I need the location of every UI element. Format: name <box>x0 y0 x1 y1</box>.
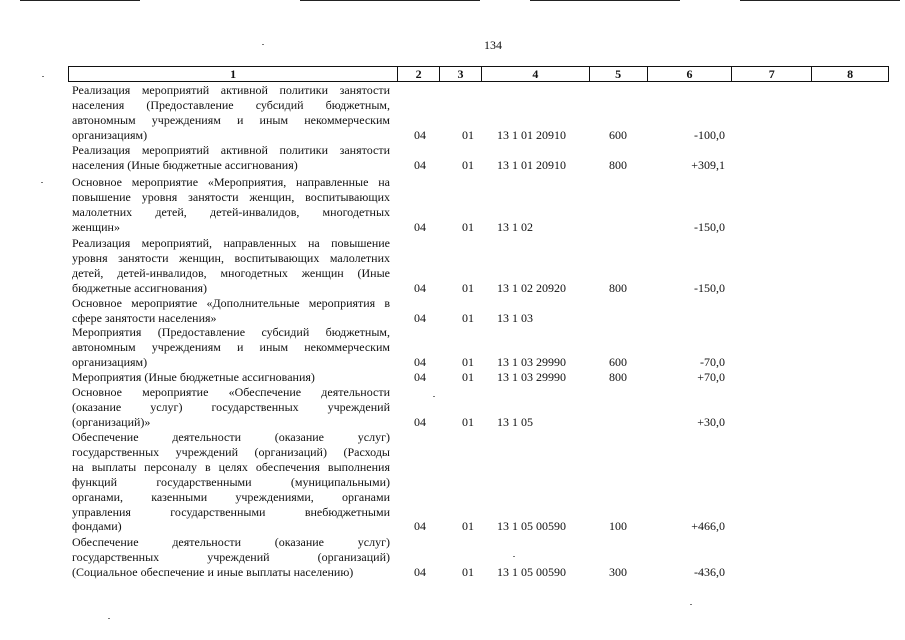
amount-change: +30,0 <box>697 414 725 429</box>
amount-change: -100,0 <box>694 127 725 142</box>
target-article-code: 13 1 05 00590 <box>497 519 566 534</box>
target-article-code: 13 1 01 20910 <box>497 157 566 172</box>
description-line: органами, казенными учреждениями, органами <box>72 489 390 504</box>
description-line: Мероприятия (Иные бюджетные ассигнования) <box>72 370 315 384</box>
scan-speck <box>108 618 110 619</box>
row-description <box>72 236 390 296</box>
row-description <box>72 143 390 173</box>
description-line: Обеспечение деятельности (оказание услуг) <box>72 535 390 549</box>
subsection-code: 01 <box>462 564 474 579</box>
description-line: организациям) <box>72 354 148 369</box>
description-line: Мероприятия (Предоставление субсидий бюджетным, <box>72 325 390 339</box>
scan-edge-line <box>740 0 900 1</box>
section-code: 04 <box>414 414 426 429</box>
page-number: 134 <box>484 38 502 52</box>
scan-speck <box>262 44 264 45</box>
section-code: 04 <box>414 519 426 534</box>
description-line: автономным учреждениям и иным некоммерческим <box>72 339 390 354</box>
subsection-code: 01 <box>462 157 474 172</box>
target-article-code: 13 1 02 20920 <box>497 280 566 295</box>
description-line: населения (Предоставление субсидий бюджетным, <box>72 97 390 112</box>
table-header <box>68 66 889 82</box>
description-line: управления государственными внебюджетными <box>72 504 390 519</box>
target-article-code: 13 1 03 <box>497 310 533 325</box>
description-line: государственных учреждений (организаций) (Расходы <box>72 444 390 459</box>
description-line: бюджетные ассигнования) <box>72 280 208 295</box>
row-description <box>72 385 390 430</box>
section-code: 04 <box>414 127 426 142</box>
subsection-code: 01 <box>462 519 474 534</box>
subsection-code: 01 <box>462 219 474 234</box>
description-line: фондами) <box>72 519 122 534</box>
column-header-1: 1 <box>69 67 398 81</box>
description-line: (организаций)» <box>72 414 151 429</box>
description-line: Основное мероприятие «Мероприятия, направленные на <box>72 175 390 189</box>
description-line: Реализация мероприятий, направленных на повышение <box>72 236 390 250</box>
description-line: населения (Иные бюджетные ассигнования) <box>72 157 298 172</box>
scan-speck <box>690 604 692 605</box>
section-code: 04 <box>414 157 426 172</box>
description-line: сфере занятости населения» <box>72 310 217 325</box>
scan-edge-line <box>20 0 140 1</box>
target-article-code: 13 1 05 00590 <box>497 564 566 579</box>
row-description <box>72 370 390 385</box>
scan-speck <box>41 182 43 183</box>
column-header-4: 4 <box>482 67 590 81</box>
column-header-3: 3 <box>440 67 482 81</box>
description-line: организациям) <box>72 127 148 142</box>
expense-type-code: 800 <box>609 157 627 172</box>
subsection-code: 01 <box>462 370 474 384</box>
scan-speck <box>513 556 515 557</box>
section-code: 04 <box>414 564 426 579</box>
section-code: 04 <box>414 310 426 325</box>
description-line: на выплаты персоналу в целях обеспечения выполнения <box>72 459 390 474</box>
section-code: 04 <box>414 354 426 369</box>
scan-speck <box>42 76 44 77</box>
row-description <box>72 83 390 143</box>
expense-type-code: 600 <box>609 127 627 142</box>
column-header-2: 2 <box>398 67 440 81</box>
amount-change: +309,1 <box>691 157 725 172</box>
expense-type-code: 800 <box>609 370 627 384</box>
amount-change: -70,0 <box>700 354 725 369</box>
row-description <box>72 175 390 235</box>
description-line: Обеспечение деятельности (оказание услуг) <box>72 430 390 444</box>
description-line: повышение уровня занятости женщин, воспитывающих <box>72 189 390 204</box>
description-line: государственных учреждений (организаций) <box>72 549 390 564</box>
description-line: (Социальное обеспечение и иные выплаты населению) <box>72 564 354 579</box>
target-article-code: 13 1 03 29990 <box>497 370 566 384</box>
scan-edge-line <box>530 0 680 1</box>
description-line: (оказание услуг) государственных учреждений <box>72 399 390 414</box>
expense-type-code: 600 <box>609 354 627 369</box>
description-line: функций государственными (муниципальными) <box>72 474 390 489</box>
subsection-code: 01 <box>462 414 474 429</box>
amount-change: -150,0 <box>694 219 725 234</box>
description-line: автономным учреждениям и иным некоммерческим <box>72 112 390 127</box>
amount-change: -150,0 <box>694 280 725 295</box>
scan-speck <box>433 396 435 397</box>
description-line: уровня занятости женщин, воспитывающих малолетних <box>72 250 390 265</box>
section-code: 04 <box>414 219 426 234</box>
row-description <box>72 296 390 326</box>
column-header-5: 5 <box>590 67 648 81</box>
target-article-code: 13 1 05 <box>497 414 533 429</box>
row-description <box>72 535 390 580</box>
description-line: Основное мероприятие «Обеспечение деятельности <box>72 385 390 399</box>
subsection-code: 01 <box>462 310 474 325</box>
column-header-7: 7 <box>732 67 812 81</box>
amount-change: +70,0 <box>697 370 725 384</box>
amount-change: -436,0 <box>694 564 725 579</box>
subsection-code: 01 <box>462 280 474 295</box>
expense-type-code: 300 <box>609 564 627 579</box>
row-description <box>72 430 390 534</box>
description-line: Реализация мероприятий активной политики занятости <box>72 143 390 157</box>
description-line: Основное мероприятие «Дополнительные мероприятия в <box>72 296 390 310</box>
expense-type-code: 100 <box>609 519 627 534</box>
description-line: Реализация мероприятий активной политики занятости <box>72 83 390 97</box>
amount-change: +466,0 <box>691 519 725 534</box>
subsection-code: 01 <box>462 354 474 369</box>
description-line: детей, детей-инвалидов, многодетных женщин (Иные <box>72 265 390 280</box>
target-article-code: 13 1 02 <box>497 219 533 234</box>
description-line: женщин» <box>72 219 120 234</box>
section-code: 04 <box>414 370 426 384</box>
target-article-code: 13 1 01 20910 <box>497 127 566 142</box>
column-header-8: 8 <box>847 67 854 81</box>
description-line: малолетних детей, детей-инвалидов, многодетных <box>72 204 390 219</box>
target-article-code: 13 1 03 29990 <box>497 354 566 369</box>
subsection-code: 01 <box>462 127 474 142</box>
expense-type-code: 800 <box>609 280 627 295</box>
scan-edge-line <box>300 0 480 1</box>
row-description <box>72 325 390 370</box>
column-header-6: 6 <box>648 67 733 81</box>
section-code: 04 <box>414 280 426 295</box>
